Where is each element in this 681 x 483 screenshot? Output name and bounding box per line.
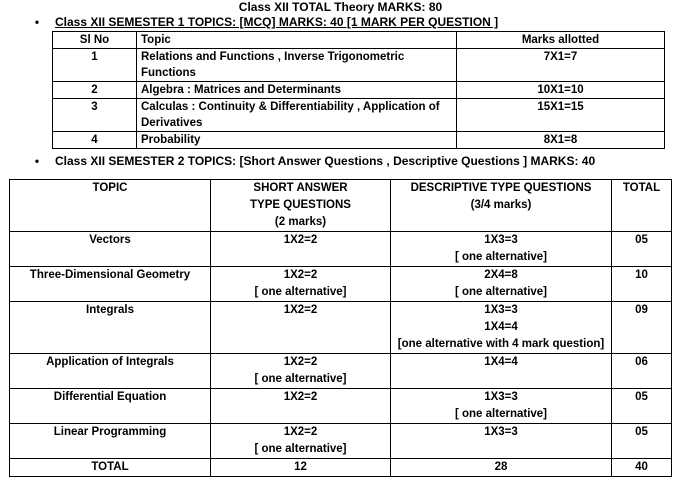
total-descriptive: 28 <box>391 459 612 477</box>
table-row <box>10 354 672 389</box>
topic-line: Algebra : Matrices and Determinants <box>141 84 342 96</box>
page-heading: Class XII TOTAL Theory MARKS: 80 <box>238 0 443 14</box>
topic-line: Probability <box>141 134 201 146</box>
cell-line: 2X4=8 <box>484 269 518 281</box>
table-row <box>53 49 665 82</box>
row-number: 4 <box>53 132 137 149</box>
row-topic: Linear Programming <box>10 424 211 459</box>
row-marks: 7X1=7 <box>457 49 665 82</box>
header-short-answer <box>211 180 391 232</box>
row-number: 2 <box>53 82 137 99</box>
cell-line: [ one alternative] <box>454 408 548 420</box>
table-row <box>10 424 672 459</box>
row-total: 10 <box>612 267 672 302</box>
cell-line: 1X3=3 <box>484 426 518 438</box>
table-row <box>10 389 672 424</box>
cell-line: 1X2=2 <box>283 304 318 316</box>
cell-line: [ one alternative] <box>454 251 548 263</box>
row-short <box>211 389 391 424</box>
row-number: 1 <box>53 49 137 82</box>
cell-line: 1X2=2 <box>283 391 318 403</box>
header-line: (2 marks) <box>274 216 327 228</box>
row-short <box>211 302 391 354</box>
row-total: 09 <box>612 302 672 354</box>
cell-line: 1X3=3 <box>484 234 518 246</box>
row-topic: Three-Dimensional Geometry <box>10 267 211 302</box>
table-total-row <box>10 459 672 477</box>
header-topic: TOPIC <box>10 180 211 232</box>
semester2-table <box>9 179 672 477</box>
cell-line: [ one alternative] <box>254 373 347 385</box>
table-row <box>10 302 672 354</box>
bullet-icon: • <box>34 154 40 168</box>
cell-line: [ one alternative] <box>254 286 347 298</box>
semester2-title <box>36 154 595 168</box>
topic-line: Functions <box>141 67 196 79</box>
header-line: TYPE QUESTIONS <box>250 199 351 211</box>
row-short <box>211 232 391 267</box>
table-header-row <box>10 180 672 232</box>
row-marks: 15X1=15 <box>457 99 665 132</box>
row-marks: 10X1=10 <box>457 82 665 99</box>
header-line: (3/4 marks) <box>470 199 532 211</box>
total-total: 40 <box>612 459 672 477</box>
row-total: 05 <box>612 424 672 459</box>
row-topic: Differential Equation <box>10 389 211 424</box>
table-row <box>53 99 665 132</box>
row-topic <box>137 82 457 99</box>
row-total: 05 <box>612 232 672 267</box>
bullet-icon: • <box>34 15 40 29</box>
cell-line: 1X3=3 <box>484 304 518 316</box>
row-short <box>211 424 391 459</box>
row-descriptive <box>391 267 612 302</box>
semester2-title-text: Class XII SEMESTER 2 TOPICS: [Short Answer Questions , Descriptive Questions ] MARKS: 40 <box>55 154 596 168</box>
row-descriptive <box>391 389 612 424</box>
cell-line: 1X2=2 <box>283 269 318 281</box>
header-line: SHORT ANSWER <box>253 182 348 194</box>
header-total: TOTAL <box>612 180 672 232</box>
cell-line: 1X2=2 <box>283 426 318 438</box>
row-descriptive <box>391 354 612 389</box>
row-topic <box>137 99 457 132</box>
row-marks: 8X1=8 <box>457 132 665 149</box>
header-sl-no: Sl No <box>53 32 137 49</box>
table-row <box>10 232 672 267</box>
header-line: DESCRIPTIVE TYPE QUESTIONS <box>410 182 592 194</box>
row-topic: Integrals <box>10 302 211 354</box>
row-short <box>211 267 391 302</box>
semester1-title-text: Class XII SEMESTER 1 TOPICS: [MCQ] MARKS: 40 [1 MARK PER QUESTION ] <box>55 15 499 29</box>
cell-line: [one alternative with 4 mark question] <box>397 338 605 350</box>
table-header-row <box>53 32 665 49</box>
cell-line: [ one alternative] <box>454 286 548 298</box>
cell-line: 1X3=3 <box>484 391 518 403</box>
row-topic <box>137 49 457 82</box>
header-topic: Topic <box>137 32 457 49</box>
row-descriptive <box>391 232 612 267</box>
total-short: 12 <box>211 459 391 477</box>
table-row <box>10 267 672 302</box>
cell-line: [ one alternative] <box>254 443 347 455</box>
table-row <box>53 82 665 99</box>
row-total: 05 <box>612 389 672 424</box>
table-row <box>53 132 665 149</box>
semester1-title <box>36 15 498 29</box>
row-total: 06 <box>612 354 672 389</box>
topic-line: Derivatives <box>141 117 203 129</box>
total-label: TOTAL <box>10 459 211 477</box>
semester1-table <box>52 31 665 149</box>
row-descriptive <box>391 424 612 459</box>
header-descriptive <box>391 180 612 232</box>
row-number: 3 <box>53 99 137 132</box>
row-short <box>211 354 391 389</box>
row-descriptive <box>391 302 612 354</box>
row-topic <box>137 132 457 149</box>
cell-line: 1X4=4 <box>484 356 518 368</box>
row-topic: Application of Integrals <box>10 354 211 389</box>
header-marks-allotted: Marks allotted <box>457 32 665 49</box>
cell-line: 1X2=2 <box>283 234 318 246</box>
cell-line: 1X4=4 <box>484 321 518 333</box>
topic-line: Relations and Functions , Inverse Trigonometric <box>141 51 405 63</box>
row-topic: Vectors <box>10 232 211 267</box>
cell-line: 1X2=2 <box>283 356 318 368</box>
topic-line: Calculas : Continuity & Differentiability , Application of <box>141 101 440 113</box>
